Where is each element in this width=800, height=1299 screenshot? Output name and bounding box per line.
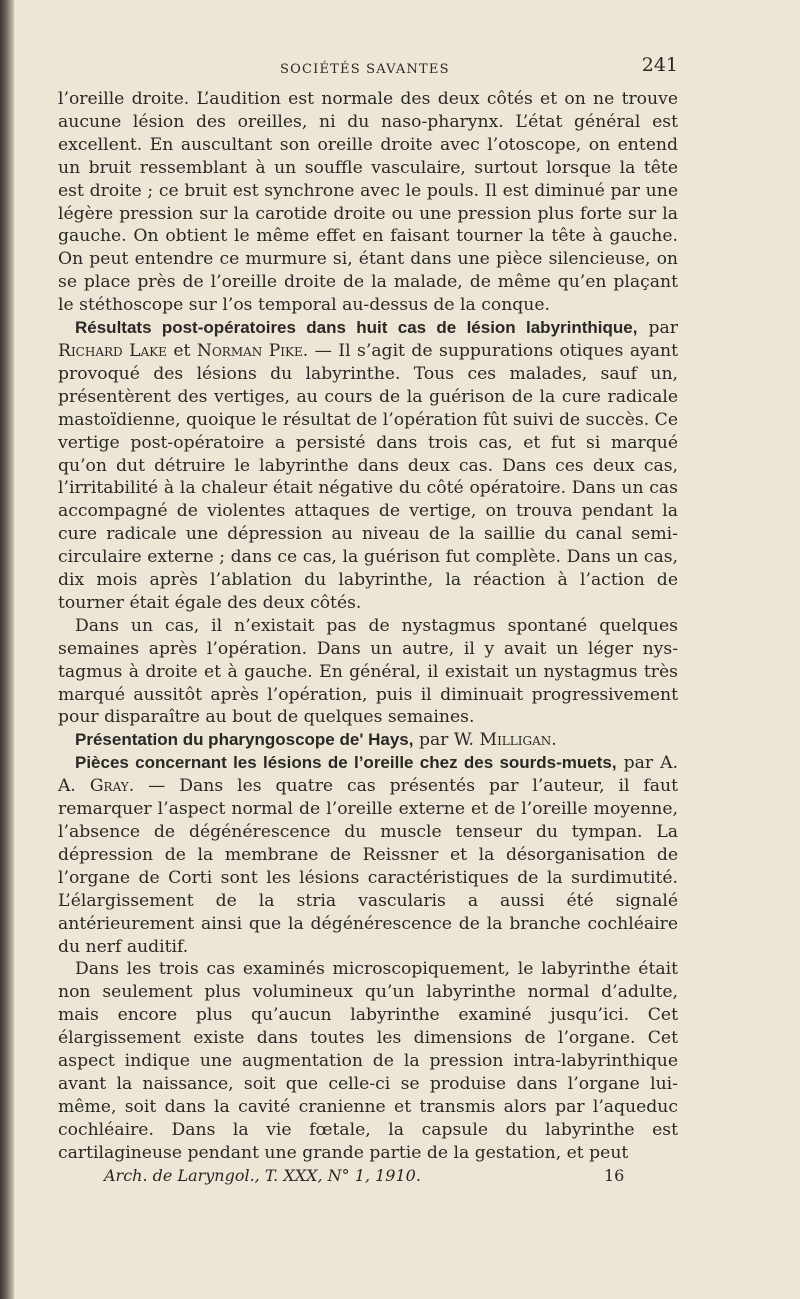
author-name: Norman Pike: [196, 340, 303, 361]
section-heading: Pièces concernant les lésions de l’oreille chez des sourds-muets,: [75, 753, 617, 773]
by-word: par A. A.: [58, 753, 678, 797]
by-word: par W.: [418, 730, 474, 751]
section-body: . — Il s’agit de suppurations otiques ayant provoqué des lésions du labyrinthe. Tous ces malades, sauf un, présentèrent des vertiges, au cours de la guérison de la cure radicale mastoïdienne, quoique le résultat de l’opération fût suivi de succès. Ce vertige post-opératoire a persisté dans trois cas, et fut si marqué qu’on dut détruire le labyrinthe dans deux cas. Dans ces deux cas, l’irritabilité à la chaleur était négative du côté opératoire. Dans un cas accompagné de violentes attaques de vertige, on trouva pendant la cure radicale une dépression au niveau de la saillie du canal semi-circulaire externe ; dans ce cas, la guérison fut complète. Dans un cas, dix mois après l’ablation du labyrinthe, la réaction à l’action de tourner était égale des deux côtés.: [58, 340, 678, 613]
by-word: par: [648, 318, 678, 339]
section-lake-pike: [58, 317, 678, 615]
page-header: [58, 52, 678, 88]
book-spine-shadow: [0, 0, 14, 1299]
section-heading: Résultats post-opératoires dans huit cas de lésion labyrinthique,: [75, 318, 638, 338]
page-footer: [58, 1166, 678, 1190]
author-name: Richard Lake: [58, 340, 167, 361]
journal-reference: Arch. de Laryngol., T. XXX, N° 1, 1910.: [104, 1165, 421, 1185]
section-gray: [58, 752, 678, 958]
page-number: 241: [641, 54, 678, 76]
body-text: [58, 88, 678, 1165]
paragraph-continuation: l’oreille droite. L’audition est normale des deux côtés et on ne trouve aucune lésion des oreilles, ni du naso-pharynx. L’état général est excellent. En auscultant son oreille droite avec l’otoscope, on entend un bruit ressemblant à un souffle vasculaire, surtout lorsque la tête est droite ; ce bruit est synchrone avec le pouls. Il est diminué par une légère pression sur la carotide droite ou une pression plus forte sur la gauche. On obtient le même effet en faisant tourner la tête à gauche. On peut entendre ce murmure si, étant dans une pièce silencieuse, on se place près de l’oreille droite de la malade, de même qu’en plaçant le stéthoscope sur l’os temporal au-dessus de la conque.: [58, 89, 678, 316]
running-head: SOCIÉTÉS SAVANTES: [280, 62, 450, 77]
section-body: . — Dans les quatre cas présentés par l’auteur, il faut remarquer l’aspect normal de l’oreille externe et de l’oreille moyenne, l’absence de dégénérescence du muscle tenseur du tympan. La dépression de la membrane de Reissner et la désorganisation de l’organe de Corti sont les lésions caractéristiques de la surdimutité. L’élargissement de la stria vascularis a aussi été signalé antérieurement ainsi que la dégénérescence de la branche cochléaire du nerf auditif.: [58, 776, 678, 957]
author-name: Milligan: [479, 730, 552, 751]
period: .: [551, 730, 557, 751]
paragraph-nystagmus: Dans un cas, il n’existait pas de nystagmus spontané quelques semaines après l’opération. Dans un autre, il y avait un léger nystagmus à droite et à gauche. En général, il existait un nystagmus très marqué aussitôt après l’opération, puis il diminuait progressivement pour disparaître au bout de quelques semaines.: [58, 615, 678, 728]
paragraph-labyrinth: Dans les trois cas examinés microscopiquement, le labyrinthe était non seulement plus volumineux qu’un labyrinthe normal d’adulte, mais encore plus qu’aucun labyrinthe examiné jusqu’ici. Cet élargissement existe dans toutes les dimensions de l’organe. Cet aspect indique une augmentation de la pression intra-labyrinthique avant la naissance, soit que celle-ci se produise dans l’organe lui-même, soit dans la cavité cranienne et transmis alors par l’aqueduc cochléaire. Dans la vie fœtale, la capsule du labyrinthe est cartilagineuse pendant une grande partie de la gestation, et peut: [58, 959, 678, 1163]
author-name: Gray: [89, 776, 129, 797]
document-page: [58, 52, 678, 1190]
section-heading: Présentation du pharyngoscope de' Hays,: [75, 730, 414, 750]
signature-mark: 16: [604, 1165, 625, 1185]
and-word: et: [173, 340, 191, 361]
section-hays: [58, 729, 678, 752]
